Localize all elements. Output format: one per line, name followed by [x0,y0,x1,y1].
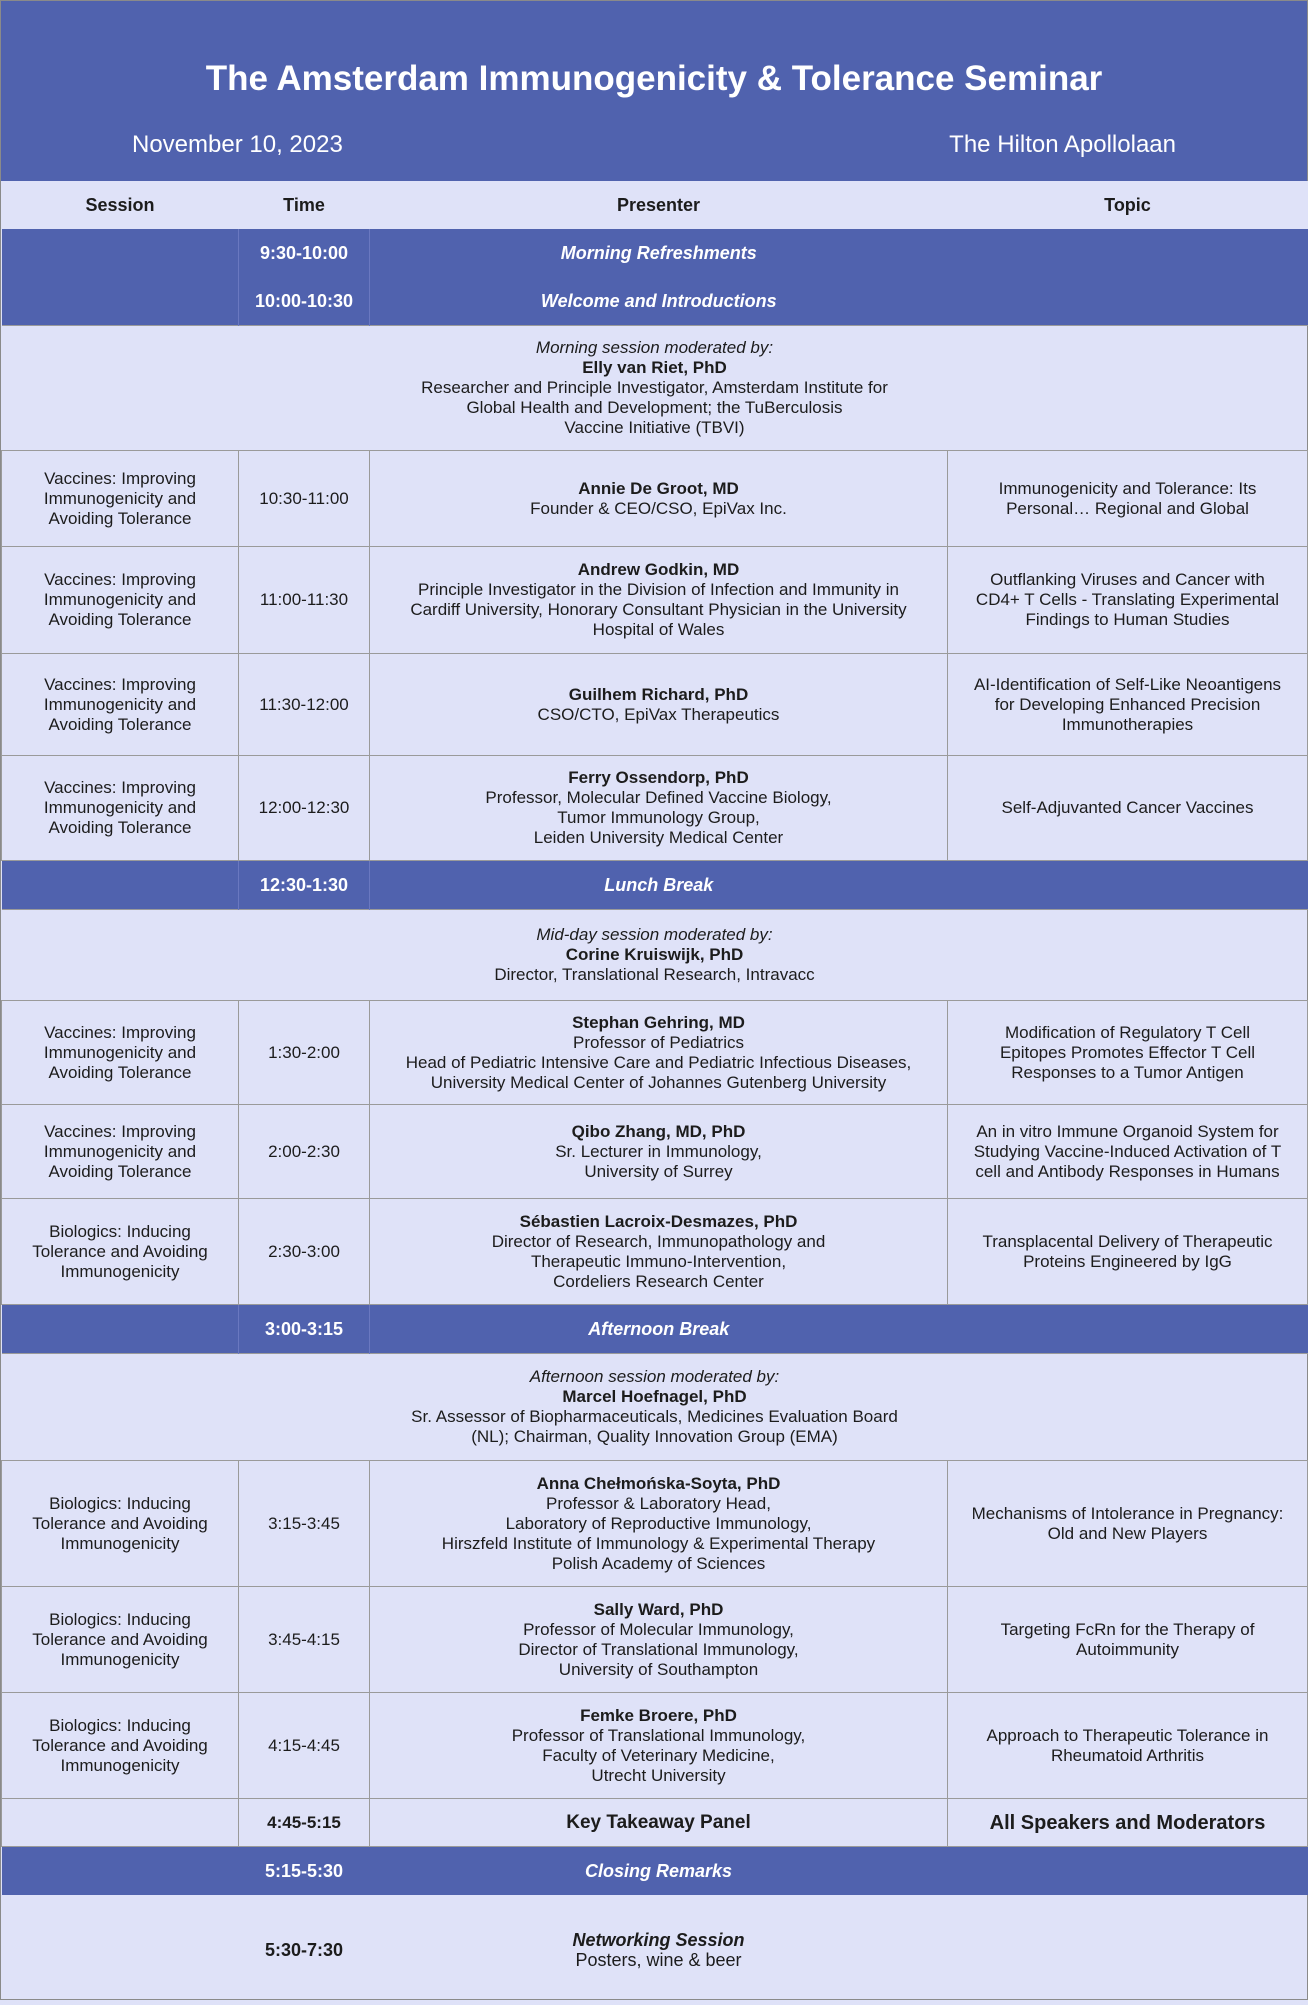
column-header-row [2,181,1308,229]
page-title: The Amsterdam Immunogenicity & Tolerance Seminar [205,59,1103,98]
session-cell: Vaccines: Improving Immunogenicity and Avoiding Tolerance [2,547,239,654]
event-date: November 10, 2023 [132,131,343,158]
header-banner [1,1,1307,181]
panel-topic: All Speakers and Moderators [948,1799,1308,1847]
panel-time: 4:45-5:15 [239,1799,370,1847]
presenter-cell: Ferry Ossendorp, PhD Professor, Molecular Defined Vaccine Biology, Tumor Immunology Group, Leiden University Medical Center [370,756,948,861]
networking-time: 5:30-7:30 [264,1940,344,1960]
networking-sub: Posters, wine & beer [575,1950,742,1970]
presenter-name: Annie De Groot, MD [578,478,739,498]
presenter-name: Femke Broere, PhD [580,1705,737,1725]
agenda-table [1,181,1308,2005]
presenter-cell: Andrew Godkin, MD Principle Investigator in the Division of Infection and Immunity in Cardiff University, Honorary Consultant Physician in the University Hospital of Wales [370,547,948,654]
presenter-name: Andrew Godkin, MD [577,560,740,579]
topic-cell: Mechanisms of Intolerance in Pregnancy: Old and New Players [948,1461,1308,1587]
talk-row [2,654,1308,756]
presenter-name: Stephan Gehring, MD [572,1012,745,1032]
time-cell: 11:30-12:00 [239,654,370,756]
band-row [2,1305,1308,1354]
moderator-affiliation: Director, Translational Research, Intravacc [494,965,815,984]
talk-row [2,1105,1308,1199]
band-time: 9:30-10:00 [239,229,370,277]
time-cell: 3:15-3:45 [239,1461,370,1587]
moderator-row [2,326,1308,451]
topic-cell: An in vitro Immune Organoid System for Studying Vaccine-Induced Activation of T cell and Antibody Responses in Humans [948,1105,1308,1199]
presenter-cell: Sally Ward, PhD Professor of Molecular Immunology, Director of Translational Immunology, University of Southampton [370,1587,948,1693]
moderator-affiliation: Researcher and Principle Investigator, Amsterdam Institute for [421,378,888,397]
session-cell: Vaccines: Improving Immunogenicity and Avoiding Tolerance [2,654,239,756]
col-session: Session [2,181,239,229]
col-topic: Topic [948,181,1308,229]
session-cell: Vaccines: Improving Immunogenicity and Avoiding Tolerance [2,1105,239,1199]
session-cell: Biologics: Inducing Tolerance and Avoiding Immunogenicity [2,1199,239,1305]
moderator-name: Corine Kruiswijk, PhD [565,945,744,964]
moderator-affiliation: Sr. Assessor of Biopharmaceuticals, Medicines Evaluation Board [411,1407,898,1426]
band-label: Closing Remarks [370,1847,948,1896]
band-time: 5:15-5:30 [239,1847,370,1896]
topic-cell: Approach to Therapeutic Tolerance in Rheumatoid Arthritis [948,1693,1308,1799]
moderator-affiliation: Global Health and Development; the TuBerculosis [466,398,843,417]
topic-cell: Outflanking Viruses and Cancer with CD4+ T Cells - Translating Experimental Findings to Human Studies [948,547,1308,654]
moderator-row [2,1354,1308,1461]
time-cell: 4:15-4:45 [239,1693,370,1799]
col-time: Time [239,181,370,229]
talk-row [2,451,1308,547]
band-row [2,1847,1308,1896]
time-cell: 11:00-11:30 [239,547,370,654]
topic-cell: Modification of Regulatory T Cell Epitopes Promotes Effector T Cell Responses to a Tumor Antigen [948,1001,1308,1105]
time-cell: 1:30-2:00 [239,1001,370,1105]
topic-cell: Targeting FcRn for the Therapy of Autoimmunity [948,1587,1308,1693]
presenter-name: Sébastien Lacroix-Desmazes, PhD [519,1211,798,1231]
session-cell: Vaccines: Improving Immunogenicity and Avoiding Tolerance [2,451,239,547]
band-label: Morning Refreshments [370,229,948,277]
time-cell: 3:45-4:15 [239,1587,370,1693]
presenter-cell: Guilhem Richard, PhD CSO/CTO, EpiVax Therapeutics [370,654,948,756]
talk-row [2,547,1308,654]
moderator-affiliation: Vaccine Initiative (TBVI) [564,418,745,437]
presenter-name: Anna Chełmońska-Soyta, PhD [536,1473,781,1493]
presenter-name: Sally Ward, PhD [593,1599,724,1619]
networking-row [2,1895,1308,2005]
presenter-name: Guilhem Richard, PhD [568,684,749,704]
band-row [2,277,1308,326]
talk-row [2,1001,1308,1105]
band-row [2,229,1308,277]
presenter-cell: Annie De Groot, MD Founder & CEO/CSO, EpiVax Inc. [370,451,948,547]
band-time: 3:00-3:15 [239,1305,370,1354]
panel-row [2,1799,1308,1847]
presenter-name: Qibo Zhang, MD, PhD [571,1121,746,1141]
time-cell: 10:30-11:00 [239,451,370,547]
talk-row [2,1587,1308,1693]
topic-cell: Immunogenicity and Tolerance: Its Personal… Regional and Global [948,451,1308,547]
panel-presenter: Key Takeaway Panel [370,1799,948,1847]
moderator-name: Elly van Riet, PhD [582,358,727,377]
moderator-intro: Morning session moderated by: [535,338,774,357]
talk-row [2,1461,1308,1587]
presenter-cell: Femke Broere, PhD Professor of Translational Immunology, Faculty of Veterinary Medicine, Utrecht University [370,1693,948,1799]
talk-row [2,1199,1308,1305]
topic-cell: AI-Identification of Self-Like Neoantigens for Developing Enhanced Precision Immunotherapies [948,654,1308,756]
time-cell: 2:30-3:00 [239,1199,370,1305]
moderator-name: Marcel Hoefnagel, PhD [562,1387,747,1406]
presenter-name: Ferry Ossendorp, PhD [568,768,749,787]
topic-cell: Transplacental Delivery of Therapeutic Proteins Engineered by IgG [948,1199,1308,1305]
time-cell: 2:00-2:30 [239,1105,370,1199]
event-venue: The Hilton Apollolaan [949,131,1176,158]
band-label: Afternoon Break [370,1305,948,1354]
session-cell: Biologics: Inducing Tolerance and Avoiding Immunogenicity [2,1587,239,1693]
presenter-cell: Anna Chełmońska-Soyta, PhD Professor & Laboratory Head, Laboratory of Reproductive Immunology, Hirszfeld Institute of Immunology & Experimental Therapy Polish Academy of Sciences [370,1461,948,1587]
talk-row [2,756,1308,861]
session-cell: Biologics: Inducing Tolerance and Avoiding Immunogenicity [2,1461,239,1587]
band-time: 10:00-10:30 [239,277,370,326]
moderator-intro: Mid-day session moderated by: [536,925,773,944]
presenter-cell: Qibo Zhang, MD, PhD Sr. Lecturer in Immunology, University of Surrey [370,1105,948,1199]
time-cell: 12:00-12:30 [239,756,370,861]
presenter-cell: Sébastien Lacroix-Desmazes, PhD Director of Research, Immunopathology and Therapeutic Immuno-Intervention, Cordeliers Research Center [370,1199,948,1305]
moderator-intro: Afternoon session moderated by: [529,1367,780,1386]
topic-cell: Self-Adjuvanted Cancer Vaccines [948,756,1308,861]
band-time: 12:30-1:30 [239,861,370,910]
band-label: Welcome and Introductions [370,277,948,326]
col-presenter: Presenter [370,181,948,229]
session-cell: Biologics: Inducing Tolerance and Avoiding Immunogenicity [2,1693,239,1799]
networking-title: Networking Session [572,1930,745,1950]
presenter-cell: Stephan Gehring, MD Professor of Pediatrics Head of Pediatric Intensive Care and Pediatric Infectious Diseases, University Medical Center of Johannes Gutenberg University [370,1001,948,1105]
band-row [2,861,1308,910]
talk-row [2,1693,1308,1799]
networking-cell [370,1895,948,2005]
session-cell: Vaccines: Improving Immunogenicity and Avoiding Tolerance [2,756,239,861]
moderator-affiliation: (NL); Chairman, Quality Innovation Group (EMA) [471,1427,838,1446]
session-cell: Vaccines: Improving Immunogenicity and Avoiding Tolerance [2,1001,239,1105]
band-label: Lunch Break [370,861,948,910]
moderator-row [2,910,1308,1001]
